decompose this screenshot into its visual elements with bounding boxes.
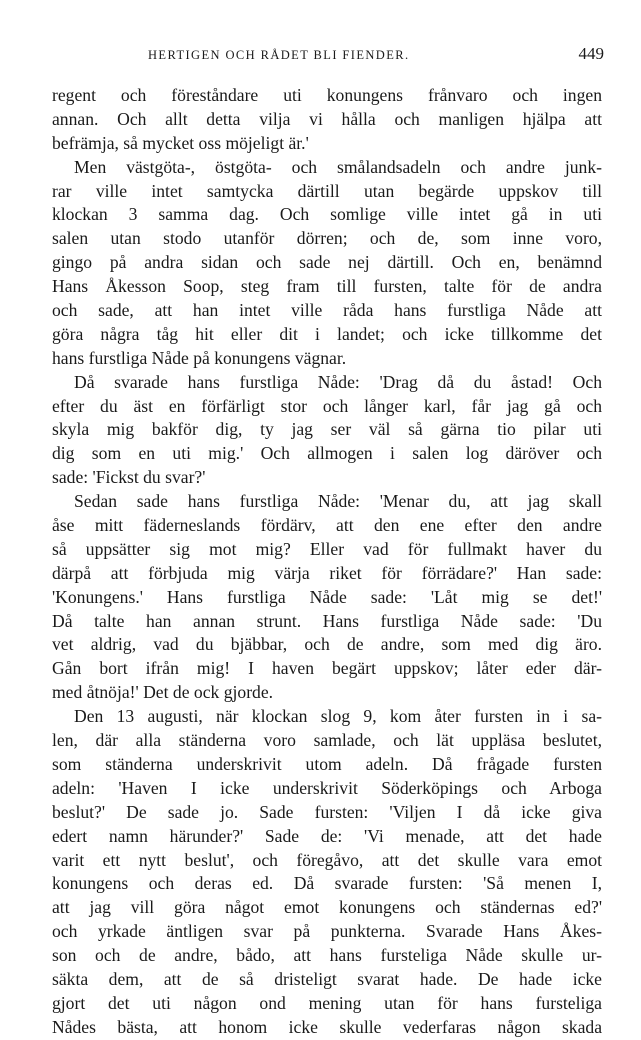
text-line: Gån bort ifrån mig! I haven begärt uppskov; låter eder där- <box>52 658 602 679</box>
text-line: så uppsätter sig mot mig? Eller vad för fullmakt haver du <box>52 538 602 559</box>
text-line: Då talte han annan strunt. Hans furstliga Nåde sade: 'Du <box>52 610 602 631</box>
body-text <box>52 84 602 1040</box>
running-title: HERTIGEN OCH RÅDET BLI FIENDER. <box>148 48 410 62</box>
text-line: rar ville intet samtycka därtill utan begärde uppskov till <box>52 180 602 201</box>
text-line: Nådes bästa, att honom icke skulle vederfaras någon skada <box>52 1016 602 1037</box>
text-line: adeln: 'Haven I icke underskrivit Söderköpings och Arboga <box>52 777 602 798</box>
text-line: beslut?' De sade jo. Sade fursten: 'Viljen I då icke giva <box>52 801 602 822</box>
text-line: len, där alla ständerna voro samlade, och lät uppläsa beslutet, <box>52 730 602 751</box>
text-line: att jag vill göra något emot konungens och ständernas ed?' <box>52 897 602 918</box>
text-line: hans furstliga Nåde på konungens vägnar. <box>52 347 347 368</box>
text-line: göra några tåg hit eller dit i landet; och icke tillkomme det <box>52 323 602 344</box>
text-line: Men västgöta-, östgöta- och smålandsadeln och andre junk- <box>74 156 602 177</box>
text-line: annan. Och allt detta vilja vi hålla och manligen hjälpa att <box>52 108 602 129</box>
text-line: dig som en uti mig.' Och allmogen i salen log däröver och <box>52 443 602 464</box>
text-line: Hans Åkesson Soop, steg fram till fursten, talte för de andra <box>52 276 602 297</box>
text-line: sade: 'Fickst du svar?' <box>52 467 206 488</box>
text-line: vet aldrig, vad du bjäbbar, och de andre, som med dig äro. <box>52 634 602 655</box>
text-line: och sade, att han intet ville råda hans furstliga Nåde att <box>52 300 602 321</box>
text-line: därpå att förbjuda mig värja riket för förrädare?' Han sade: <box>52 562 602 583</box>
text-line: son och de andre, bådo, att hans fursteliga Nåde skulle ur- <box>52 945 602 966</box>
text-line: Den 13 augusti, när klockan slog 9, kom åter fursten in i sa- <box>74 706 602 727</box>
running-header <box>52 44 604 68</box>
text-line: konungens och deras ed. Då svarade fursten: 'Så menen I, <box>52 873 602 894</box>
text-line: och yrkade äntligen svar på punkterna. Svarade Hans Åkes- <box>52 921 602 942</box>
text-line: edert namn härunder?' Sade de: 'Vi menade, att det hade <box>52 825 602 846</box>
text-line: med åtnöja!' Det de ock gjorde. <box>52 682 274 703</box>
text-line: klockan 3 samma dag. Och somlige ville intet gå in uti <box>52 204 602 225</box>
text-line: Sedan sade hans furstliga Nåde: 'Menar du, att jag skall <box>74 491 602 512</box>
text-line: befrämja, så mycket oss möjeligt är.' <box>52 132 309 153</box>
text-line: 'Konungens.' Hans furstliga Nåde sade: 'Låt mig se det!' <box>52 586 602 607</box>
text-line: efter du äst en förfärligt stor och långer karl, får jag gå och <box>52 395 602 416</box>
text-line: varit ett nytt beslut', och föregåvo, att det skulle vara emot <box>52 849 602 870</box>
text-line: gjort det uti någon ond mening utan för hans fursteliga <box>52 992 602 1013</box>
text-line: gingo på andra sidan och sade nej därtill. Och en, benämnd <box>52 252 602 273</box>
text-line: Då svarade hans furstliga Nåde: 'Drag då du åstad! Och <box>74 371 602 392</box>
text-line: säkta dem, att de så dristeligt svarat hade. De hade icke <box>52 968 602 989</box>
text-line: som ständerna underskrivit utom adeln. Då frågade fursten <box>52 753 602 774</box>
page-number: 449 <box>578 44 604 63</box>
text-line: skyla mig bakför dig, ty jag ser väl så gärna tio pilar uti <box>52 419 602 440</box>
text-line: salen utan stodo utanför dörren; och de, som inne voro, <box>52 228 602 249</box>
text-line: åse mitt fäderneslands fördärv, att den ene efter den andre <box>52 515 602 536</box>
text-line: regent och föreståndare uti konungens frånvaro och ingen <box>52 85 602 105</box>
